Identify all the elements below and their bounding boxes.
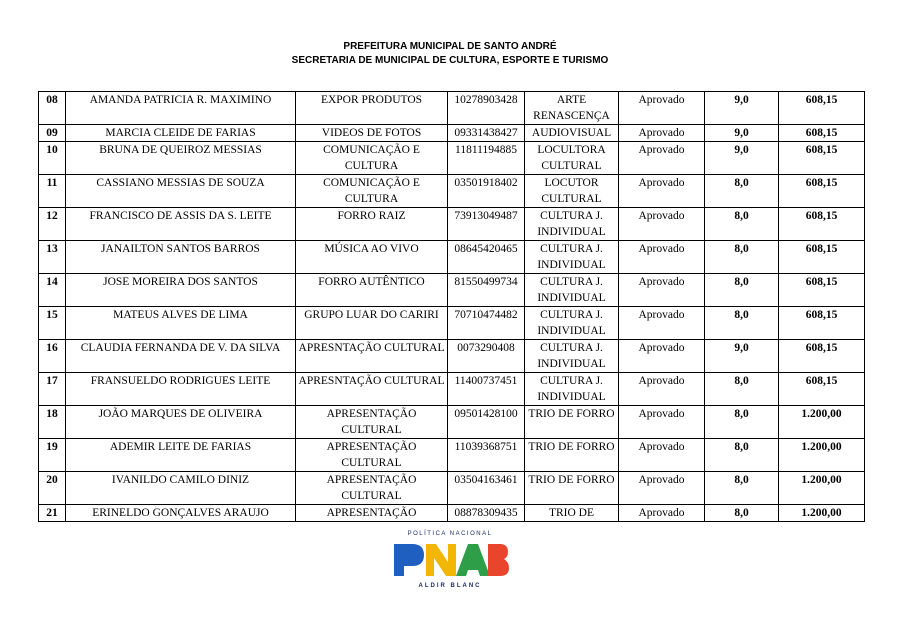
project-name-cell: COMUNICAÇÃO E CULTURA: [296, 175, 448, 208]
document-number-cell: 09331438427: [448, 125, 525, 142]
applicant-name-cell: CASSIANO MESSIAS DE SOUZA: [66, 175, 296, 208]
pnab-letters-icon: [392, 542, 510, 578]
document-number-cell: 10278903428: [448, 92, 525, 125]
table-row: [39, 125, 865, 142]
project-name-cell: COMUNICAÇÃO E CULTURA: [296, 142, 448, 175]
status-cell: Aprovado: [619, 125, 705, 142]
amount-cell: 1.200,00: [779, 505, 865, 522]
applicant-name-cell: ERINELDO GONÇALVES ARAUJO: [66, 505, 296, 522]
amount-cell: 608,15: [779, 208, 865, 241]
document-number-cell: 73913049487: [448, 208, 525, 241]
row-number-cell: 14: [39, 274, 66, 307]
row-number-cell: 16: [39, 340, 66, 373]
category-cell: TRIO DE FORRO: [525, 406, 619, 439]
row-number-cell: 09: [39, 125, 66, 142]
category-cell: TRIO DE FORRO: [525, 439, 619, 472]
logo-bottom-text: ALDIR BLANC: [418, 583, 482, 589]
row-number-cell: 20: [39, 472, 66, 505]
score-cell: 8,0: [705, 307, 779, 340]
amount-cell: 1.200,00: [779, 406, 865, 439]
applicant-name-cell: JOÃO MARQUES DE OLIVEIRA: [66, 406, 296, 439]
project-name-cell: FORRO RAIZ: [296, 208, 448, 241]
score-cell: 8,0: [705, 208, 779, 241]
table-row: [39, 274, 865, 307]
row-number-cell: 13: [39, 241, 66, 274]
applicant-name-cell: FRANCISCO DE ASSIS DA S. LEITE: [66, 208, 296, 241]
document-number-cell: 03501918402: [448, 175, 525, 208]
category-cell: CULTURA J. INDIVIDUAL: [525, 307, 619, 340]
applicant-name-cell: AMANDA PATRICIA R. MAXIMINO: [66, 92, 296, 125]
category-cell: ARTE RENASCENÇA: [525, 92, 619, 125]
table-row: [39, 340, 865, 373]
applicant-name-cell: FRANSUELDO RODRIGUES LEITE: [66, 373, 296, 406]
status-cell: Aprovado: [619, 373, 705, 406]
applicant-name-cell: MARCIA CLEIDE DE FARIAS: [66, 125, 296, 142]
row-number-cell: 10: [39, 142, 66, 175]
amount-cell: 608,15: [779, 307, 865, 340]
status-cell: Aprovado: [619, 175, 705, 208]
document-number-cell: 11400737451: [448, 373, 525, 406]
score-cell: 9,0: [705, 125, 779, 142]
project-name-cell: FORRO AUTÊNTICO: [296, 274, 448, 307]
table-row: [39, 472, 865, 505]
document-number-cell: 08645420465: [448, 241, 525, 274]
project-name-cell: APRESENTAÇÃO CULTURAL: [296, 406, 448, 439]
table-row: [39, 241, 865, 274]
status-cell: Aprovado: [619, 307, 705, 340]
document-number-cell: 09501428100: [448, 406, 525, 439]
row-number-cell: 12: [39, 208, 66, 241]
status-cell: Aprovado: [619, 208, 705, 241]
amount-cell: 608,15: [779, 175, 865, 208]
table-row: [39, 406, 865, 439]
category-cell: CULTURA J. INDIVIDUAL: [525, 340, 619, 373]
status-cell: Aprovado: [619, 472, 705, 505]
status-cell: Aprovado: [619, 241, 705, 274]
score-cell: 8,0: [705, 274, 779, 307]
category-cell: TRIO DE FORRO: [525, 472, 619, 505]
table-row: [39, 505, 865, 522]
row-number-cell: 19: [39, 439, 66, 472]
document-number-cell: 11039368751: [448, 439, 525, 472]
score-cell: 8,0: [705, 439, 779, 472]
table-row: [39, 373, 865, 406]
row-number-cell: 08: [39, 92, 66, 125]
category-cell: LOCUTOR CULTURAL: [525, 175, 619, 208]
applicant-name-cell: JANAILTON SANTOS BARROS: [66, 241, 296, 274]
document-number-cell: 70710474482: [448, 307, 525, 340]
score-cell: 9,0: [705, 142, 779, 175]
row-number-cell: 21: [39, 505, 66, 522]
status-cell: Aprovado: [619, 439, 705, 472]
applicant-name-cell: CLAUDIA FERNANDA DE V. DA SILVA: [66, 340, 296, 373]
score-cell: 9,0: [705, 92, 779, 125]
logo-top-text: POLÍTICA NACIONAL: [407, 531, 493, 537]
table-row: [39, 92, 865, 125]
amount-cell: 608,15: [779, 125, 865, 142]
amount-cell: 608,15: [779, 241, 865, 274]
document-number-cell: 03504163461: [448, 472, 525, 505]
score-cell: 8,0: [705, 406, 779, 439]
table-row: [39, 142, 865, 175]
document-number-cell: 0073290408: [448, 340, 525, 373]
amount-cell: 608,15: [779, 373, 865, 406]
project-name-cell: VIDEOS DE FOTOS: [296, 125, 448, 142]
applicant-name-cell: MATEUS ALVES DE LIMA: [66, 307, 296, 340]
pnab-logo: [388, 531, 512, 593]
amount-cell: 608,15: [779, 340, 865, 373]
document-number-cell: 11811194885: [448, 142, 525, 175]
row-number-cell: 18: [39, 406, 66, 439]
project-name-cell: MÚSICA AO VIVO: [296, 241, 448, 274]
project-name-cell: GRUPO LUAR DO CARIRI: [296, 307, 448, 340]
applicant-name-cell: IVANILDO CAMILO DINIZ: [66, 472, 296, 505]
category-cell: CULTURA J. INDIVIDUAL: [525, 373, 619, 406]
status-cell: Aprovado: [619, 274, 705, 307]
score-cell: 8,0: [705, 472, 779, 505]
project-name-cell: APRESNTAÇÃO CULTURAL: [296, 373, 448, 406]
project-name-cell: APRESNTAÇÃO CULTURAL: [296, 340, 448, 373]
table-row: [39, 439, 865, 472]
amount-cell: 1.200,00: [779, 439, 865, 472]
applicant-name-cell: JOSE MOREIRA DOS SANTOS: [66, 274, 296, 307]
amount-cell: 608,15: [779, 274, 865, 307]
table-row: [39, 175, 865, 208]
score-cell: 8,0: [705, 505, 779, 522]
status-cell: Aprovado: [619, 505, 705, 522]
category-cell: AUDIOVISUAL: [525, 125, 619, 142]
category-cell: TRIO DE: [525, 505, 619, 522]
row-number-cell: 11: [39, 175, 66, 208]
document-number-cell: 08878309435: [448, 505, 525, 522]
project-name-cell: APRESENTAÇÃO: [296, 505, 448, 522]
header-municipality: PREFEITURA MUNICIPAL DE SANTO ANDRÉ: [343, 41, 557, 52]
category-cell: CULTURA J. INDIVIDUAL: [525, 241, 619, 274]
category-cell: CULTURA J. INDIVIDUAL: [525, 208, 619, 241]
score-cell: 9,0: [705, 340, 779, 373]
header-secretariat: SECRETARIA DE MUNICIPAL DE CULTURA, ESPORTE E TURISMO: [291, 55, 609, 66]
score-cell: 8,0: [705, 241, 779, 274]
score-cell: 8,0: [705, 175, 779, 208]
project-name-cell: EXPOR PRODUTOS: [296, 92, 448, 125]
status-cell: Aprovado: [619, 340, 705, 373]
applicant-name-cell: ADEMIR LEITE DE FARIAS: [66, 439, 296, 472]
score-cell: 8,0: [705, 373, 779, 406]
table-row: [39, 208, 865, 241]
amount-cell: 608,15: [779, 142, 865, 175]
results-table: [38, 91, 865, 522]
table-row: [39, 307, 865, 340]
status-cell: Aprovado: [619, 142, 705, 175]
row-number-cell: 15: [39, 307, 66, 340]
document-header: [0, 40, 900, 68]
category-cell: LOCULTORA CULTURAL: [525, 142, 619, 175]
row-number-cell: 17: [39, 373, 66, 406]
category-cell: CULTURA J. INDIVIDUAL: [525, 274, 619, 307]
status-cell: Aprovado: [619, 406, 705, 439]
project-name-cell: APRESENTAÇÃO CULTURAL: [296, 472, 448, 505]
status-cell: Aprovado: [619, 92, 705, 125]
amount-cell: 608,15: [779, 92, 865, 125]
applicant-name-cell: BRUNA DE QUEIROZ MESSIAS: [66, 142, 296, 175]
amount-cell: 1.200,00: [779, 472, 865, 505]
document-number-cell: 81550499734: [448, 274, 525, 307]
project-name-cell: APRESENTAÇÃO CULTURAL: [296, 439, 448, 472]
